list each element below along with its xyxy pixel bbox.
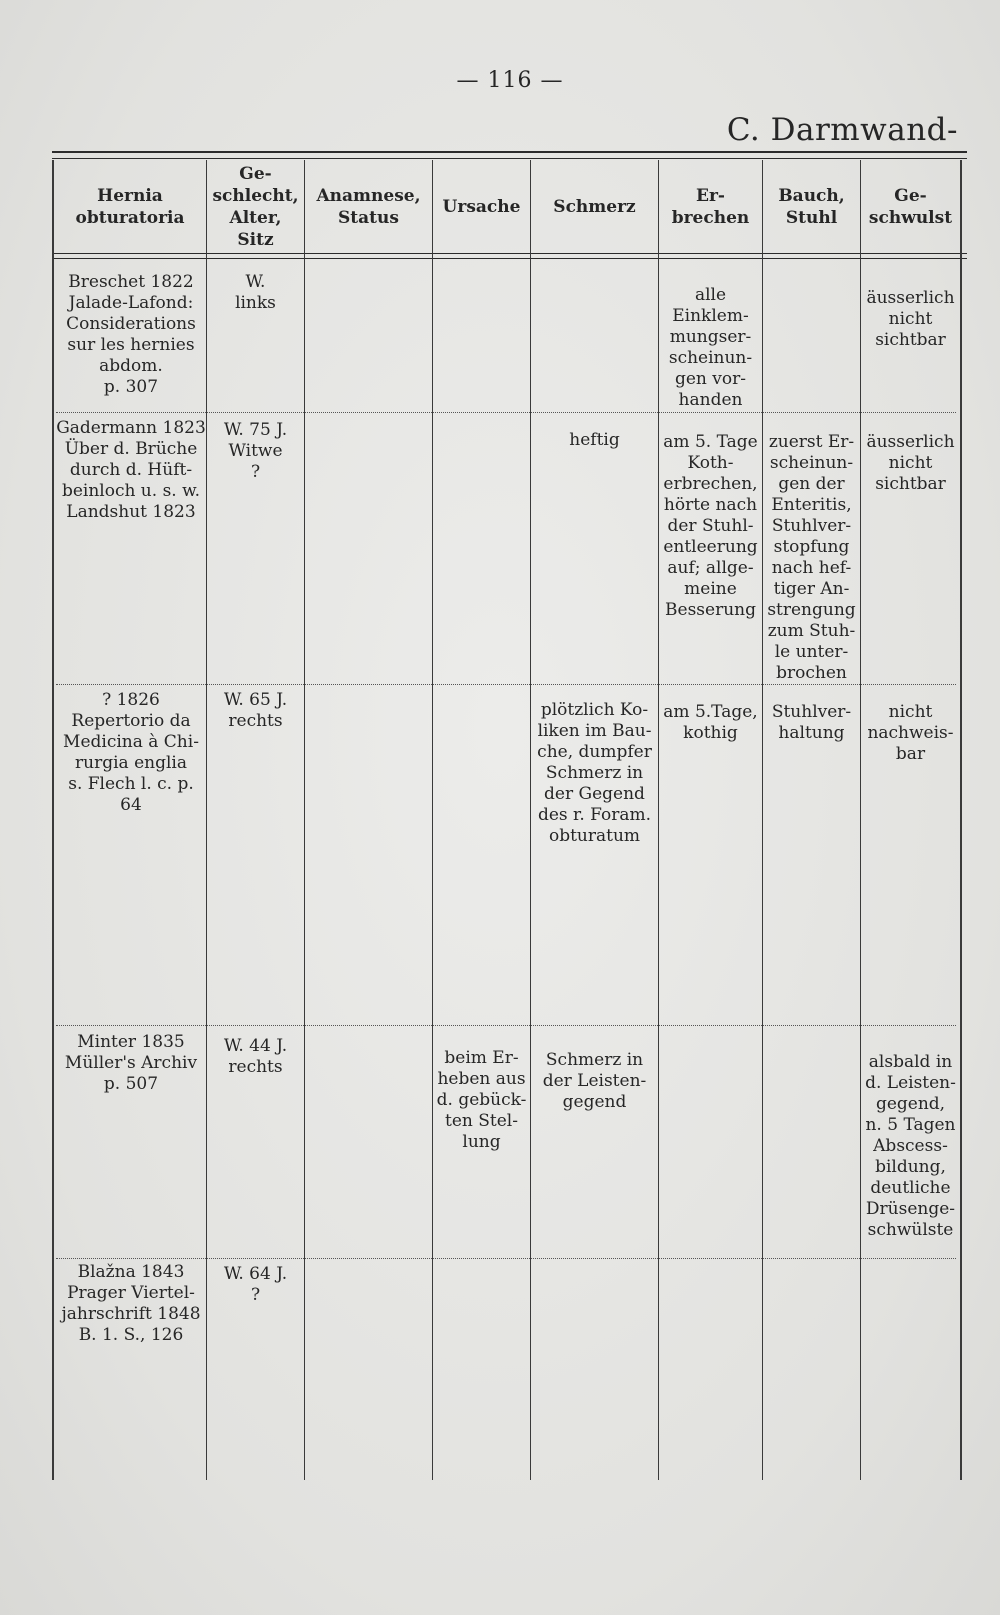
table-row-1-tumor: äusserlich nicht sichtbar [866,288,955,350]
page-number: — 116 — [456,68,564,93]
header-bottom-rule [52,253,967,254]
header-schmerz: Schmerz [553,197,636,217]
row-separator [56,1025,956,1026]
table-top-rule-thin [52,158,967,159]
table-top-rule [52,151,967,153]
table-row-1-sex-age-site: W. links [235,272,276,313]
table-row-2-pain: heftig [569,430,620,450]
table-row-3-vomiting: am 5.Tage, kothig [663,702,758,743]
table-row-4-cause: beim Er- heben aus d. gebück- ten Stel- lung [436,1048,527,1152]
column-divider [304,160,305,1480]
table-row-5-sex-age-site: W. 64 J. ? [223,1264,288,1305]
header-hernia-obturatoria: Hernia obturatoria [75,186,185,228]
header-anamnese: Anamnese, Status [316,186,421,228]
table-row-2-source: Gadermann 1823 Über d. Brüche durch d. Hüft- beinloch u. s. w. Landshut 1823 [56,418,206,522]
header-geschwulst: Ge- schwulst [868,186,953,228]
table-row-3-source: ? 1826 Repertorio da Medicina à Chi- rurgia englia s. Flech l. c. p. 64 [63,690,199,815]
table-row-4-sex-age-site: W. 44 J. rechts [223,1036,288,1077]
table-row-2-vomiting: am 5. Tage Koth- erbrechen, hörte nach der Stuhl- entleerung auf; allge- meine Besserung [663,432,758,620]
table-row-2-abdomen: zuerst Er- scheinun- gen der Enteritis, Stuhlver- stopfung nach hef- tiger An- strengung zum Stuh- le unter- brochen [767,432,856,683]
table-row-1-vomiting: alle Einklem- mungser- scheinun- gen vor- handen [668,285,753,410]
table-row-3-tumor: nicht nachweis- bar [867,702,954,764]
table-row-2-sex-age-site: W. 75 J. Witwe ? [223,420,288,482]
column-divider [860,160,861,1480]
column-divider [432,160,433,1480]
table-row-3-sex-age-site: W. 65 J. rechts [223,690,288,731]
header-erbrechen: Er- brechen [671,186,750,228]
section-title: C. Darmwand- [726,112,958,148]
column-divider [960,160,962,1480]
row-separator [56,1258,956,1259]
table-row-4-tumor: alsbald in d. Leisten- gegend, n. 5 Tagen Abscess- bildung, deutliche Drüsenge- schwülste [865,1052,956,1240]
header-bauch-stuhl: Bauch, Stuhl [778,186,845,228]
table-row-4-source: Minter 1835 Müller's Archiv p. 507 [64,1032,198,1094]
table-row-3-pain: plötzlich Ko- liken im Bau- che, dumpfer Schmerz in der Gegend des r. Foram. obturatum [537,700,652,846]
row-separator [56,684,956,685]
table-row-2-tumor: äusserlich nicht sichtbar [866,432,955,494]
table-row-1-source: Breschet 1822 Jalade-Lafond: Considerations sur les hernies abdom. p. 307 [66,272,196,397]
column-divider [52,160,54,1480]
header-ursache: Ursache [442,197,521,217]
table-row-4-pain: Schmerz in der Leisten- gegend [542,1050,647,1112]
column-divider [762,160,763,1480]
row-separator [56,412,956,413]
table-row-3-abdomen: Stuhlver- haltung [771,702,852,743]
header-geschlecht: Ge- schlecht, Alter, Sitz [212,164,299,250]
header-bottom-rule-thin [52,258,967,259]
table-row-5-source: Blažna 1843 Prager Viertel- jahrschrift 1848 B. 1. S., 126 [61,1262,201,1345]
